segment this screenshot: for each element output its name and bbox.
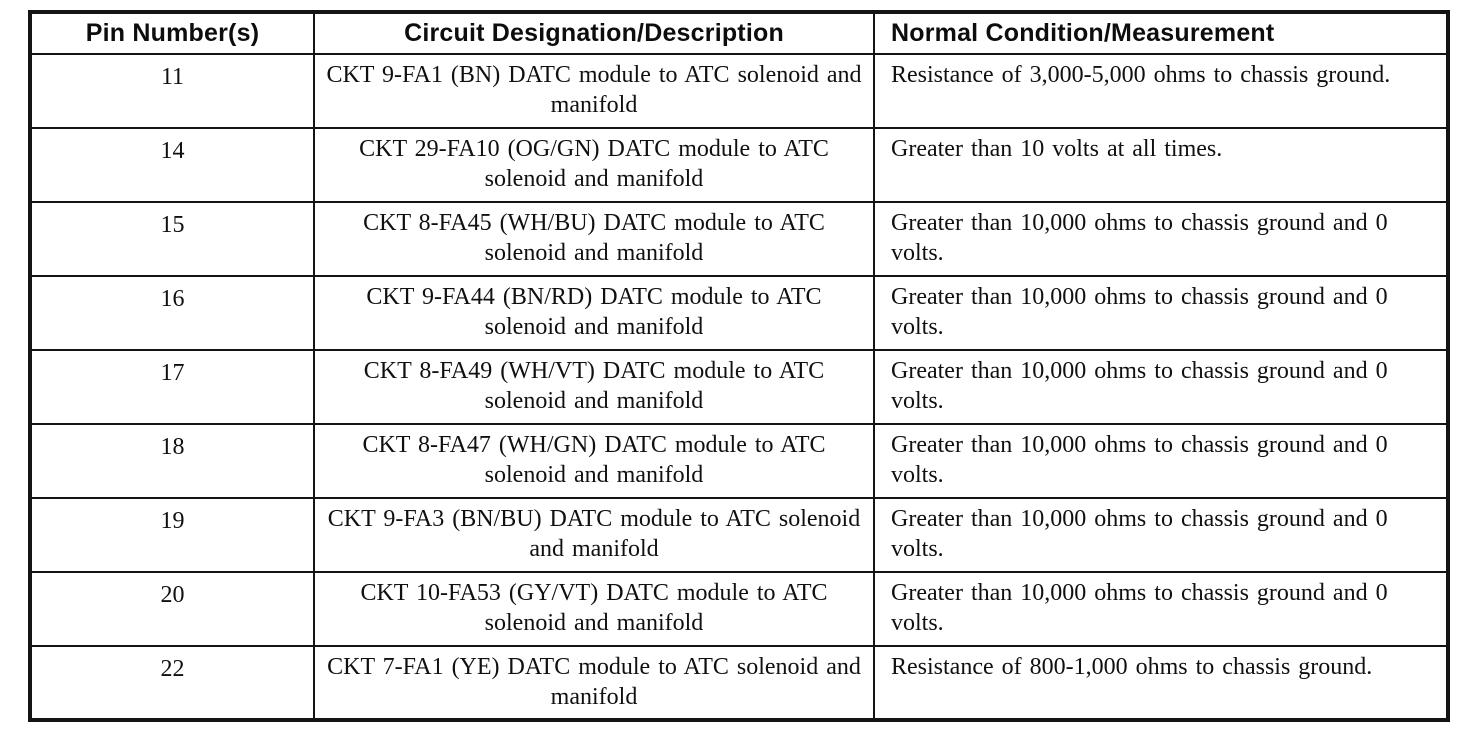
pin-number-cell: 15 bbox=[30, 202, 314, 276]
pin-diagnostic-table bbox=[28, 10, 1450, 722]
pin-number-cell: 14 bbox=[30, 128, 314, 202]
pin-number-cell: 22 bbox=[30, 646, 314, 720]
circuit-description-cell: CKT 8-FA49 (WH/VT) DATC module to ATC solenoid and manifold bbox=[314, 350, 874, 424]
circuit-description-cell: CKT 10-FA53 (GY/VT) DATC module to ATC solenoid and manifold bbox=[314, 572, 874, 646]
normal-condition-cell: Greater than 10,000 ohms to chassis ground and 0 volts. bbox=[874, 424, 1448, 498]
pin-number-cell: 16 bbox=[30, 276, 314, 350]
table-row bbox=[30, 424, 1448, 498]
circuit-description-cell: CKT 8-FA47 (WH/GN) DATC module to ATC solenoid and manifold bbox=[314, 424, 874, 498]
table-row bbox=[30, 498, 1448, 572]
pin-number-cell: 11 bbox=[30, 54, 314, 128]
table-body bbox=[30, 54, 1448, 720]
normal-condition-cell: Greater than 10,000 ohms to chassis ground and 0 volts. bbox=[874, 498, 1448, 572]
table-row bbox=[30, 572, 1448, 646]
normal-condition-cell: Greater than 10,000 ohms to chassis ground and 0 volts. bbox=[874, 202, 1448, 276]
circuit-description-cell: CKT 9-FA44 (BN/RD) DATC module to ATC solenoid and manifold bbox=[314, 276, 874, 350]
table-row bbox=[30, 350, 1448, 424]
header-pin-numbers: Pin Number(s) bbox=[30, 12, 314, 54]
pin-number-cell: 20 bbox=[30, 572, 314, 646]
table-row bbox=[30, 276, 1448, 350]
circuit-description-cell: CKT 8-FA45 (WH/BU) DATC module to ATC solenoid and manifold bbox=[314, 202, 874, 276]
circuit-description-cell: CKT 9-FA1 (BN) DATC module to ATC solenoid and manifold bbox=[314, 54, 874, 128]
normal-condition-cell: Greater than 10,000 ohms to chassis ground and 0 volts. bbox=[874, 350, 1448, 424]
pin-number-cell: 17 bbox=[30, 350, 314, 424]
table-row bbox=[30, 128, 1448, 202]
pin-number-cell: 18 bbox=[30, 424, 314, 498]
circuit-description-cell: CKT 7-FA1 (YE) DATC module to ATC solenoid and manifold bbox=[314, 646, 874, 720]
normal-condition-cell: Greater than 10,000 ohms to chassis ground and 0 volts. bbox=[874, 276, 1448, 350]
table-row bbox=[30, 54, 1448, 128]
circuit-description-cell: CKT 9-FA3 (BN/BU) DATC module to ATC solenoid and manifold bbox=[314, 498, 874, 572]
normal-condition-cell: Resistance of 3,000-5,000 ohms to chassis ground. bbox=[874, 54, 1448, 128]
normal-condition-cell: Greater than 10 volts at all times. bbox=[874, 128, 1448, 202]
header-normal-condition: Normal Condition/Measurement bbox=[874, 12, 1448, 54]
table-header-row bbox=[30, 12, 1448, 54]
normal-condition-cell: Resistance of 800-1,000 ohms to chassis ground. bbox=[874, 646, 1448, 720]
circuit-description-cell: CKT 29-FA10 (OG/GN) DATC module to ATC solenoid and manifold bbox=[314, 128, 874, 202]
header-circuit-designation: Circuit Designation/Description bbox=[314, 12, 874, 54]
table-row bbox=[30, 646, 1448, 720]
table-row bbox=[30, 202, 1448, 276]
normal-condition-cell: Greater than 10,000 ohms to chassis ground and 0 volts. bbox=[874, 572, 1448, 646]
pin-number-cell: 19 bbox=[30, 498, 314, 572]
